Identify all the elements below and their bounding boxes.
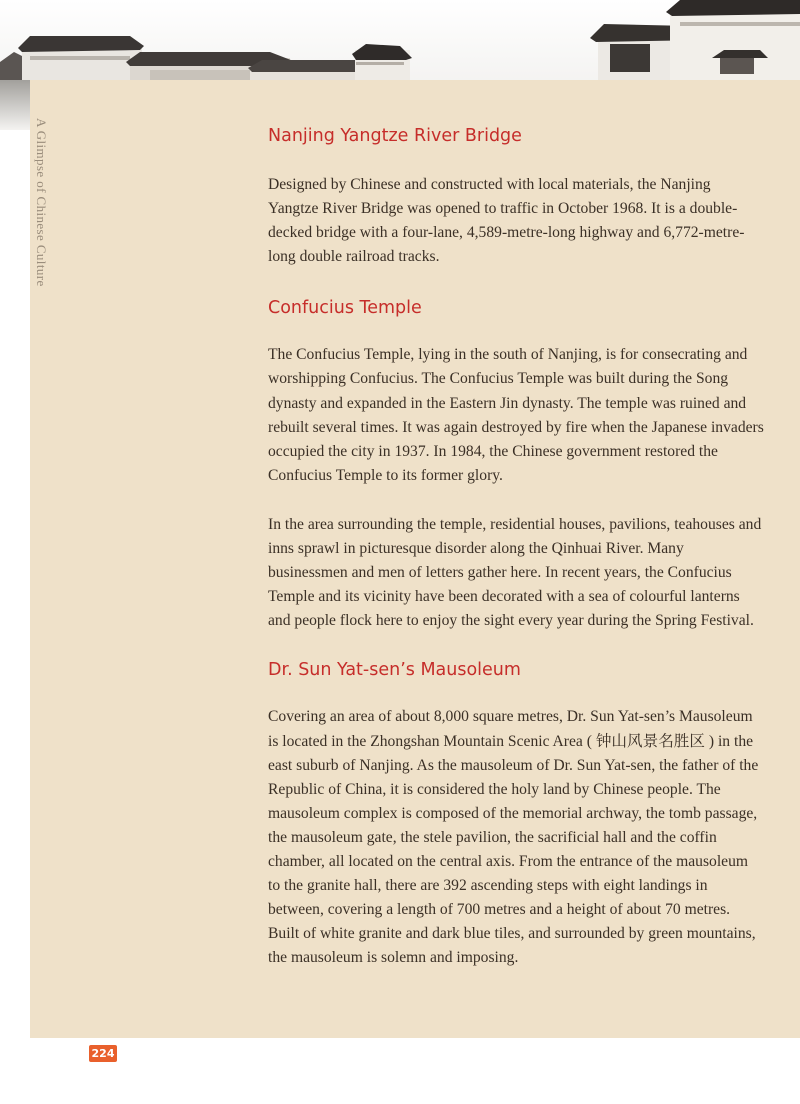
section-paragraph: In the area surrounding the temple, residential houses, pavilions, teahouses and inns sprawl in picturesque disorder along the Qinhuai River. Many businessmen and men of letters gather here. In recent years, the Confucius Temple and its vicinity have been decorated with a sea of colourful lanterns and people flock here to enjoy the sight every year during the Spring Festival. [268, 515, 762, 630]
running-head [35, 118, 53, 308]
page-number-badge: 224 [89, 1045, 117, 1062]
section-paragraph: Covering an area of about 8,000 square metres, Dr. Sun Yat-sen’s Mausoleum is located in the Zhongshan Mountain Scenic Area ( 钟山风景名胜区 ) in the east suburb of Nanjing. As the mausoleum of Dr. Sun Yat-sen, the father of the Republic of China, it is considered the holy land by Chinese people. The mausoleum complex is composed of the memorial archway, the tomb passage, the mausoleum gate, the stele pavilion, the sacrificial hall and the coffin chamber, all located on the central axis. From the entrance of the mausoleum to the granite hall, there are 392 ascending steps with eight landings in between, covering a length of 700 metres and a height of about 70 metres. Built of white granite and dark blue tiles, and surrounded by green mountains, the mausoleum is solemn and imposing. [268, 708, 759, 967]
article-body [268, 122, 764, 970]
section-paragraph: Designed by Chinese and constructed with local materials, the Nanjing Yangtze River Bridge was opened to traffic in October 1968. It is a double-decked bridge with a four-lane, 4,589-metre-long highway and 6,772-metre-long double railroad tracks. [268, 176, 745, 266]
running-head-text: A Glimpse of Chinese Culture [34, 118, 49, 287]
section-heading-bridge: Nanjing Yangtze River Bridge [268, 126, 522, 146]
section-heading-mausoleum: Dr. Sun Yat-sen’s Mausoleum [268, 660, 521, 681]
section-paragraph: The Confucius Temple, lying in the south of Nanjing, is for consecrating and worshipping Confucius. The Confucius Temple was built during the Song dynasty and expanded in the Eastern Jin dynasty. The temple was ruined and rebuilt several times. It was again destroyed by fire when the Japanese invaders occupied the city in 1937. In 1984, the Chinese government restored the Confucius Temple to its former glory. [268, 346, 764, 484]
photo-edge-shadow [0, 80, 30, 130]
section-heading-confucius-temple: Confucius Temple [268, 298, 422, 319]
header-rooftops-photo [0, 0, 800, 90]
rooftops-illustration [0, 0, 800, 90]
